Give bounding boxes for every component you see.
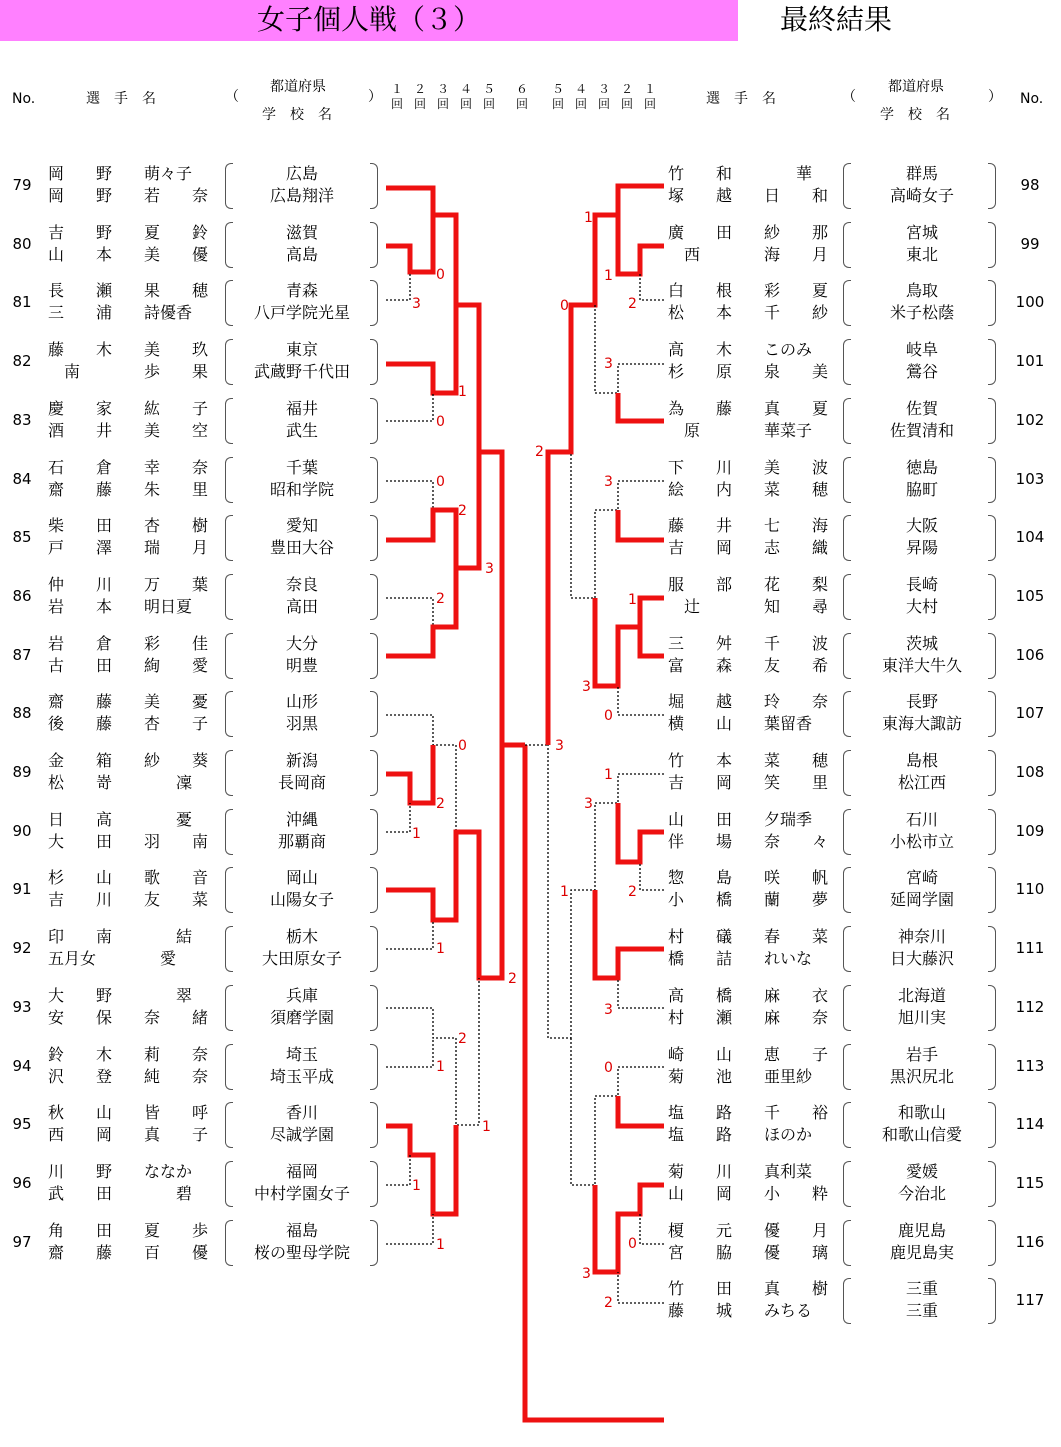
- prefecture: 鳥取: [905, 281, 938, 301]
- match-score: 3: [412, 296, 421, 312]
- school-name: 大村: [905, 596, 938, 616]
- school-name: 長岡商: [277, 773, 326, 792]
- player-name-2: 橋 詰 れいな: [668, 949, 813, 969]
- match-score: 1: [628, 592, 637, 608]
- entry-number: 90: [12, 821, 32, 840]
- player-name-2: 齋 藤 朱 里: [48, 479, 209, 499]
- loser-line: [386, 1214, 433, 1244]
- winner-line: [618, 215, 664, 274]
- entry-number: 104: [1015, 528, 1045, 547]
- school-name: 那覇商: [277, 831, 326, 851]
- round-header-left-2: ２ 回: [413, 82, 426, 111]
- player-name-2: 辻 知 尋: [668, 596, 829, 616]
- player-name-2: 原 華菜子: [668, 420, 813, 440]
- school-name: 高崎女子: [889, 186, 954, 205]
- school-name: 高島: [285, 244, 318, 264]
- prefecture: 岐阜: [905, 340, 938, 360]
- player-name-1: 日 高 憂: [48, 809, 193, 829]
- school-name: 八戸学院光星: [253, 303, 350, 323]
- header-name-right: 選 手 名: [706, 91, 776, 107]
- school-name: 延岡学園: [889, 890, 954, 910]
- match-score: 2: [508, 971, 517, 987]
- entry-number: 94: [12, 1056, 32, 1075]
- winner-line: [386, 745, 433, 803]
- winner-line: [618, 803, 664, 862]
- prefecture: 愛知: [285, 516, 318, 536]
- school-name: 小松市立: [889, 831, 954, 851]
- school-name: 東洋大牛久: [881, 655, 962, 675]
- player-name-2: 杉 原 泉 美: [668, 362, 829, 382]
- prefecture: 島根: [905, 751, 938, 770]
- round-header-left-4: ４ 回: [459, 82, 472, 111]
- prefecture: 広島: [285, 164, 318, 183]
- school-name: 山陽女子: [269, 890, 334, 910]
- header-paren-right-open: （: [842, 89, 856, 105]
- winner-line: [386, 568, 456, 656]
- school-name: 羽黒: [285, 714, 318, 734]
- loser-line: [640, 1214, 664, 1244]
- entry-number: 106: [1015, 645, 1045, 664]
- entry-number: 93: [12, 997, 32, 1016]
- entry-number: 81: [12, 293, 32, 312]
- entry-number: 105: [1015, 586, 1045, 605]
- match-score: 0: [458, 738, 467, 754]
- player-name-1: 角 田 夏 歩: [48, 1220, 209, 1240]
- school-name: 豊田大谷: [269, 538, 334, 558]
- loser-line: [640, 274, 664, 300]
- prefecture: 栃木: [285, 927, 318, 947]
- player-name-2: 塚 越 日 和: [668, 186, 829, 205]
- player-name-2: 南 歩 果: [48, 362, 209, 382]
- entry-number: 82: [12, 352, 32, 371]
- match-score: 1: [436, 941, 445, 957]
- school-name: 松江西: [897, 773, 946, 792]
- player-name-2: 五月女 愛: [48, 949, 177, 969]
- player-name-1: 崎 山 恵 子: [668, 1044, 829, 1064]
- entry-number: 108: [1015, 763, 1045, 781]
- player-name-1: 竹 田 真 樹: [668, 1279, 829, 1299]
- player-name-2: 宮 脇 優 璃: [668, 1242, 829, 1262]
- player-name-2: 三 浦 詩優香: [48, 303, 193, 323]
- header-school-right: 学 校 名: [880, 107, 950, 123]
- match-score: 1: [584, 210, 593, 226]
- school-name: 三重: [905, 1301, 938, 1321]
- header-prefecture-left: 都道府県: [270, 79, 326, 95]
- player-name-2: 塩 路 ほのか: [668, 1125, 813, 1145]
- player-name-2: 沢 登 純 奈: [48, 1066, 209, 1086]
- winner-line: [386, 215, 433, 272]
- loser-line: [386, 481, 433, 510]
- loser-line: [386, 920, 433, 949]
- entry-number: 112: [1015, 997, 1045, 1016]
- player-name-1: 齋 藤 美 憂: [48, 692, 209, 712]
- entry-number: 92: [12, 939, 32, 958]
- prefecture: 兵庫: [285, 985, 318, 1005]
- player-name-2: 安 保 奈 緒: [48, 1007, 209, 1027]
- match-score: 3: [555, 738, 564, 754]
- loser-line: [618, 686, 664, 715]
- school-name: 鹿児島実: [889, 1242, 954, 1262]
- match-score: 0: [628, 1236, 637, 1252]
- player-name-2: 後 藤 杏 子: [48, 714, 209, 734]
- match-score: 1: [604, 268, 613, 284]
- player-name-2: 酒 井 美 空: [48, 420, 209, 440]
- school-name: 大田原女子: [261, 949, 342, 969]
- prefecture: 奈良: [285, 574, 318, 594]
- prefecture: 岡山: [285, 868, 318, 888]
- school-name: 和歌山信愛: [881, 1125, 962, 1145]
- header-school-left: 学 校 名: [262, 107, 332, 123]
- prefecture: 和歌山: [897, 1103, 946, 1123]
- entry-number: 107: [1015, 704, 1045, 723]
- player-name-2: 村 瀬 麻 奈: [668, 1007, 829, 1027]
- entry-number: 88: [12, 704, 32, 723]
- school-name: 須磨学園: [269, 1007, 334, 1027]
- school-name: 今治北: [897, 1183, 946, 1203]
- entry-number: 101: [1015, 352, 1045, 371]
- winner-line: [595, 890, 664, 978]
- school-name: 高田: [285, 596, 318, 616]
- header-name-left: 選 手 名: [86, 91, 156, 107]
- match-score: 2: [628, 296, 637, 312]
- round-header-left-6: ６ 回: [515, 82, 528, 111]
- school-name: 東海大諏訪: [881, 714, 962, 734]
- loser-line: [618, 978, 664, 1008]
- entry-number: 96: [12, 1173, 32, 1192]
- player-name-2: 横 山 葉留香: [668, 714, 813, 734]
- header-paren-left-open: （: [225, 89, 239, 105]
- player-name-1: 杉 山 歌 音: [48, 868, 209, 888]
- school-name: 昇陽: [905, 538, 938, 558]
- school-name: 米子松蔭: [889, 303, 954, 323]
- school-name: 尽誠学園: [269, 1125, 334, 1145]
- player-name-1: 白 根 彩 夏: [668, 281, 829, 301]
- player-name-1: 惣 島 咲 帆: [668, 868, 829, 888]
- match-score: 1: [412, 1178, 421, 1194]
- entry-number: 98: [1020, 176, 1040, 194]
- prefecture: 愛媛: [905, 1161, 938, 1181]
- prefecture: 岩手: [905, 1044, 938, 1064]
- match-score: 1: [604, 767, 613, 783]
- player-name-1: 山 田 夕瑞季: [668, 809, 813, 829]
- entry-number: 117: [1015, 1291, 1045, 1310]
- entry-number: 100: [1015, 293, 1045, 312]
- player-name-2: 岩 本 明日夏: [48, 596, 193, 616]
- prefecture: 千葉: [285, 457, 318, 477]
- prefecture: 北海道: [897, 985, 946, 1005]
- header-no-right: No.: [1020, 91, 1044, 107]
- match-score: 1: [482, 1119, 491, 1135]
- prefecture: 香川: [285, 1103, 318, 1123]
- entry-number: 99: [1020, 234, 1040, 253]
- match-score: 3: [604, 474, 613, 490]
- prefecture: 沖縄: [285, 809, 318, 829]
- match-score: 2: [458, 503, 467, 519]
- match-score: 2: [458, 1031, 467, 1047]
- result-label: 最終結果: [780, 3, 893, 36]
- winner-line: [595, 598, 664, 686]
- school-name: 埼玉平成: [269, 1066, 334, 1086]
- entry-number: 113: [1015, 1056, 1045, 1075]
- loser-line: [618, 1272, 664, 1303]
- player-name-1: 藤 木 美 玖: [48, 340, 209, 360]
- match-score: 1: [458, 384, 467, 400]
- player-name-2: 吉 岡 志 織: [668, 538, 829, 558]
- match-score: 2: [436, 796, 445, 812]
- player-name-1: 高 橋 麻 衣: [668, 985, 829, 1005]
- prefecture: 新潟: [285, 751, 318, 770]
- school-name: 武生: [285, 420, 318, 440]
- prefecture: 大分: [285, 633, 318, 653]
- player-name-1: 金 箱 紗 葵: [48, 751, 209, 770]
- match-score: 0: [436, 414, 445, 430]
- player-name-2: 菊 池 亜里紗: [668, 1066, 813, 1086]
- school-name: 桜の聖母学院: [253, 1242, 350, 1262]
- player-name-2: 山 岡 小 粋: [668, 1183, 829, 1203]
- prefecture: 埼玉: [285, 1044, 318, 1064]
- entry-number: 85: [12, 528, 32, 547]
- player-name-2: 松 本 千 紗: [668, 303, 829, 323]
- prefecture: 宮城: [905, 222, 938, 242]
- entry-number: 86: [12, 586, 32, 605]
- school-name: 東北: [905, 244, 938, 264]
- player-name-2: 山 本 美 優: [48, 244, 209, 264]
- prefecture: 佐賀: [905, 398, 938, 418]
- player-name-1: 長 瀬 果 穂: [48, 281, 209, 301]
- loser-line: [386, 803, 410, 832]
- player-name-2: 富 森 友 希: [668, 655, 829, 675]
- player-name-1: 菊 川 真利菜: [668, 1161, 813, 1181]
- prefecture: 鹿児島: [897, 1220, 946, 1240]
- player-name-2: 西 岡 真 子: [48, 1125, 209, 1145]
- match-score: 3: [604, 1002, 613, 1018]
- prefecture: 長崎: [905, 574, 938, 594]
- entry-number: 87: [12, 645, 32, 664]
- player-name-1: 岡 野 萌々子: [48, 164, 193, 183]
- match-score: 2: [436, 591, 445, 607]
- player-name-1: 廣 田 紗 那: [668, 222, 829, 242]
- player-name-1: 村 礒 春 菜: [668, 927, 829, 947]
- match-score: 3: [582, 1266, 591, 1282]
- winner-line: [386, 1125, 456, 1214]
- player-name-1: 服 部 花 梨: [668, 574, 829, 594]
- loser-line: [386, 272, 410, 300]
- loser-line: [386, 1155, 410, 1185]
- player-name-1: 大 野 翠: [48, 985, 193, 1005]
- prefecture: 青森: [285, 281, 318, 301]
- header-prefecture-right: 都道府県: [888, 79, 944, 95]
- school-name: 中村学園女子: [253, 1183, 350, 1203]
- round-header-left-5: ５ 回: [482, 82, 495, 111]
- prefecture: 神奈川: [897, 927, 946, 947]
- prefecture: 石川: [905, 809, 938, 829]
- entry-number: 80: [12, 234, 32, 253]
- school-name: 昭和学院: [269, 479, 334, 499]
- player-name-2: 岡 野 若 奈: [48, 186, 209, 205]
- prefecture: 長野: [905, 692, 938, 712]
- player-name-2: 古 田 絢 愛: [48, 655, 209, 675]
- entry-number: 109: [1015, 821, 1045, 840]
- header-paren-right-close: ）: [988, 89, 1002, 105]
- match-score: 2: [535, 444, 544, 460]
- round-header-right-1: ５ 回: [551, 82, 564, 111]
- player-name-1: 高 木 このみ: [668, 340, 813, 360]
- entry-number: 79: [12, 176, 32, 194]
- prefecture: 茨城: [905, 633, 938, 653]
- player-name-1: 岩 倉 彩 佳: [48, 633, 209, 653]
- player-name-1: 柴 田 杏 樹: [48, 516, 209, 536]
- player-name-2: 吉 川 友 菜: [48, 890, 209, 910]
- prefecture: 福岡: [285, 1161, 318, 1181]
- match-score: 2: [604, 1295, 613, 1311]
- school-name: 黒沢尻北: [889, 1066, 954, 1086]
- player-name-2: 絵 内 菜 穂: [668, 479, 829, 499]
- loser-line: [386, 598, 433, 627]
- school-name: 旭川実: [897, 1007, 946, 1027]
- player-name-1: 堀 越 玲 奈: [668, 692, 829, 712]
- player-name-1: 為 藤 真 夏: [668, 398, 829, 418]
- winner-line: [618, 1096, 664, 1126]
- player-name-1: 下 川 美 波: [668, 457, 829, 477]
- player-name-1: 塩 路 千 裕: [668, 1103, 829, 1123]
- entry-number: 114: [1015, 1115, 1045, 1134]
- player-name-2: 西 海 月: [668, 244, 829, 264]
- player-name-2: 大 田 羽 南: [48, 831, 209, 851]
- school-name: 明豊: [285, 655, 318, 675]
- entry-number: 102: [1015, 410, 1045, 429]
- match-score: 0: [436, 267, 445, 283]
- winner-line: [640, 627, 664, 656]
- match-score: 0: [604, 1060, 613, 1076]
- page-title: 女子個人戦（３）: [256, 3, 481, 36]
- round-header-left-1: １ 回: [390, 82, 403, 111]
- player-name-1: 石 倉 幸 奈: [48, 457, 209, 477]
- entry-number: 111: [1015, 939, 1045, 958]
- player-name-1: 吉 野 夏 鈴: [48, 222, 209, 242]
- entry-number: 84: [12, 469, 32, 488]
- match-score: 0: [604, 708, 613, 724]
- winner-line: [386, 305, 456, 393]
- prefecture: 山形: [285, 692, 318, 712]
- entry-number: 97: [12, 1232, 32, 1251]
- player-name-2: 藤 城 みちる: [668, 1301, 813, 1321]
- player-name-1: 藤 井 七 海: [668, 516, 829, 536]
- player-name-1: 印 南 結: [48, 927, 193, 947]
- match-score: 3: [604, 356, 613, 372]
- entry-number: 83: [12, 410, 32, 429]
- prefecture: 宮崎: [905, 868, 938, 888]
- winner-line: [618, 393, 664, 421]
- prefecture: 福井: [285, 398, 318, 418]
- loser-line: [640, 862, 664, 890]
- player-name-1: 三 舛 千 波: [668, 633, 829, 653]
- entry-number: 103: [1015, 469, 1045, 488]
- prefecture: 東京: [285, 340, 318, 360]
- prefecture: 大阪: [905, 516, 938, 536]
- school-name: 脇町: [905, 479, 938, 499]
- player-name-1: 竹 和 華: [668, 164, 813, 183]
- player-name-2: 武 田 碧: [48, 1183, 193, 1203]
- prefecture: 三重: [905, 1279, 938, 1299]
- school-name: 佐賀清和: [889, 420, 954, 440]
- match-score: 3: [485, 561, 494, 577]
- school-name: 日大藤沢: [889, 949, 954, 969]
- player-name-2: 伴 場 奈 々: [668, 831, 829, 851]
- match-score: 3: [582, 679, 591, 695]
- header-no-left: No.: [12, 91, 36, 107]
- entry-number: 95: [12, 1115, 32, 1134]
- player-name-1: 川 野 ななか: [48, 1161, 193, 1181]
- prefecture: 群馬: [905, 164, 938, 183]
- school-name: 鶯谷: [905, 362, 938, 382]
- player-name-2: 戸 澤 瑞 月: [48, 538, 209, 558]
- player-name-1: 鈴 木 莉 奈: [48, 1044, 209, 1064]
- match-score: 2: [628, 884, 637, 900]
- school-name: 広島翔洋: [269, 186, 334, 205]
- player-name-2: 松 嵜 凜: [48, 773, 193, 792]
- entry-number: 116: [1015, 1232, 1045, 1251]
- match-score: 0: [436, 474, 445, 490]
- loser-line: [386, 978, 479, 1125]
- winner-line: [595, 1185, 664, 1272]
- loser-line: [595, 305, 664, 393]
- round-header-right-2: ４ 回: [574, 82, 587, 111]
- player-name-1: 慶 家 紘 子: [48, 398, 209, 418]
- player-name-2: 吉 岡 笑 里: [668, 773, 829, 792]
- match-score: 0: [560, 298, 569, 314]
- round-header-right-3: ３ 回: [597, 82, 610, 111]
- round-header-right-5: １ 回: [643, 82, 656, 111]
- match-score: 1: [412, 826, 421, 842]
- round-header-left-3: ３ 回: [436, 82, 449, 111]
- player-name-1: 仲 川 万 葉: [48, 574, 209, 594]
- entry-number: 89: [12, 763, 32, 781]
- entry-number: 115: [1015, 1173, 1045, 1192]
- player-name-2: 齋 藤 百 優: [48, 1242, 209, 1262]
- prefecture: 滋賀: [285, 222, 318, 242]
- player-name-1: 榎 元 優 月: [668, 1220, 829, 1240]
- loser-line: [386, 393, 433, 421]
- player-name-1: 秋 山 皆 呼: [48, 1103, 209, 1123]
- entry-number: 110: [1015, 880, 1045, 899]
- player-name-2: 小 橋 蘭 夢: [668, 890, 829, 910]
- round-header-right-4: ２ 回: [620, 82, 633, 111]
- match-score: 1: [436, 1237, 445, 1253]
- school-name: 武蔵野千代田: [253, 362, 350, 382]
- header-paren-left-close: ）: [368, 89, 382, 105]
- entry-number: 91: [12, 880, 32, 899]
- match-score: 3: [584, 796, 593, 812]
- prefecture: 徳島: [905, 457, 938, 477]
- winner-line: [618, 510, 664, 540]
- match-score: 1: [436, 1059, 445, 1075]
- match-score: 1: [560, 884, 569, 900]
- loser-line: [386, 1038, 433, 1067]
- winner-line: [386, 188, 525, 745]
- prefecture: 福島: [285, 1220, 318, 1240]
- player-name-1: 竹 本 菜 穂: [668, 751, 829, 770]
